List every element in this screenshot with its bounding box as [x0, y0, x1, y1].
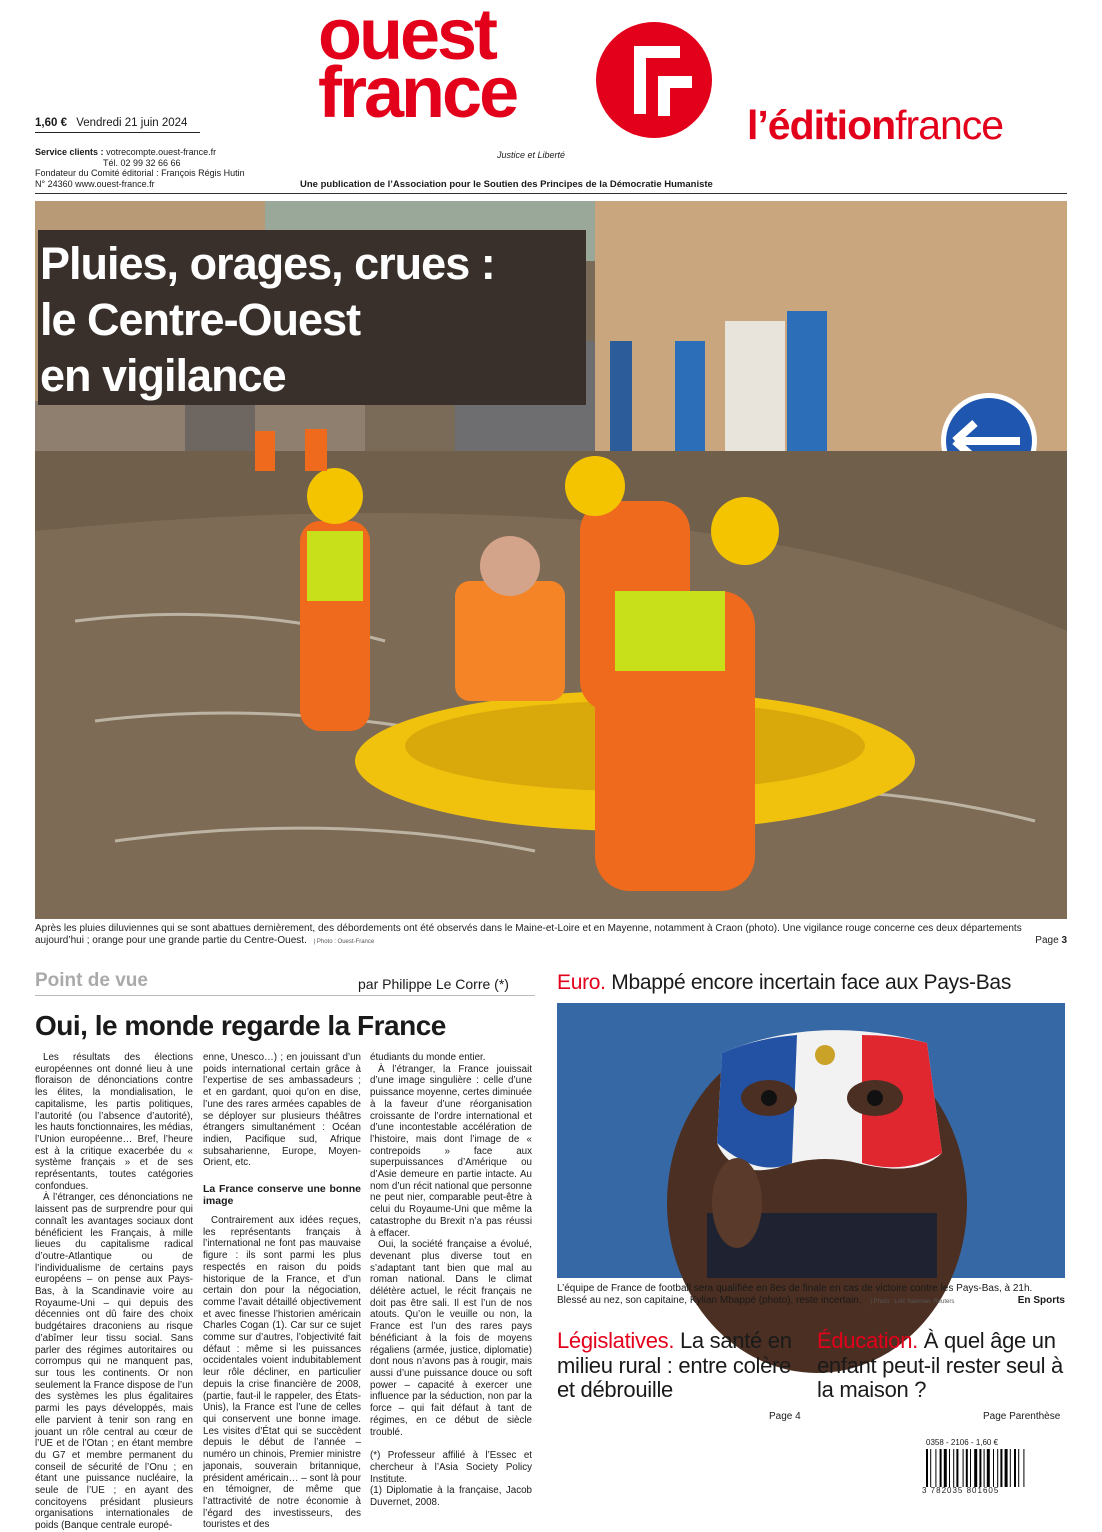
lead-caption	[35, 923, 1067, 948]
motto: Justice et Liberté	[497, 150, 566, 160]
opinion-paragraph: étudiants du monde entier.	[370, 1052, 486, 1063]
barcode-icon	[926, 1449, 1063, 1487]
masthead-info	[35, 117, 275, 189]
edition-bold: l’édition	[747, 102, 896, 148]
teaser-kicker: Éducation.	[817, 1328, 918, 1353]
logo-wordmark	[318, 0, 517, 133]
opinion-column-3	[370, 1052, 532, 1509]
mbappe-mask-illustration	[557, 1003, 1065, 1278]
issue-date: Vendredi 21 juin 2024	[76, 117, 188, 129]
opinion-label: Point de vue	[35, 970, 148, 991]
headline-line-2: le Centre-Ouest	[40, 294, 361, 345]
teaser-page-ref[interactable]: Page 4	[769, 1411, 801, 1422]
teaser-legislatives[interactable]	[557, 1329, 797, 1403]
lead-caption-text: Après les pluies diluviennes qui se sont abattues dernièrement, des débordements ont été observés dans le Maine-et-Loire et en Mayenne, notamment à Craon (photo). Une vigilance rouge concerne ces deux départements aujourd’hui ; orange pour une grande partie du Centre-Ouest.	[35, 923, 1022, 946]
opinion-author: par Philippe Le Corre (*)	[358, 976, 509, 992]
opinion-column-1	[35, 1052, 193, 1532]
headline-line-1: Pluies, orages, crues :	[40, 238, 495, 289]
edition-light: france	[895, 102, 1004, 148]
publication-line: Une publication de l’Association pour le Soutien des Principes de la Démocratie Humaniste	[300, 179, 713, 190]
euro-section-ref[interactable]: En Sports	[1017, 1295, 1065, 1306]
service-url[interactable]: votrecompte.ouest-france.fr	[106, 147, 217, 157]
price-date-line	[35, 117, 200, 133]
opinion-paragraph: À l’étranger, ces dénonciations ne laissent pas de surprendre pour qui connaît les avantages sociaux dont bénéficient les Français, à mille lieues du capitalisme radical d’outre-Atlantique ou de l’individualisme de certains pays européens – on pense aux Pays-Bas, à la Scandinavie voire au Royaume-Uni – qui depuis des décennies ont dû faire des choix budgétaires draconiens au risque d’abîmer leur tissu social. Sans parler des régimes autoritaires ou corrompus qui ne manquent pas, sur tous les continents. Or non seulement la France dispose de l’un des systèmes les plus égalitaires parmi les pays développés, mais elle parvient à tenir son rang en jouant un rôle central au cœur de l’UE et de l’Otan ; en étant membre du G7 et membre permanent du conseil de sécurité de l’Onu ; en étant une puissance nucléaire, la seule de l’UE ; en ayant des concitoyens présidant plusieurs organisations internationales de poids (Banque centrale europé-	[35, 1192, 193, 1532]
ouest-france-logo	[318, 0, 713, 146]
euro-headline-text: Mbappé encore incertain face aux Pays-Bas	[611, 971, 1012, 994]
headline-line-3: en vigilance	[40, 350, 286, 401]
lead-headline[interactable]	[40, 236, 585, 404]
service-info	[35, 147, 275, 189]
lead-page-ref[interactable]	[1035, 935, 1067, 947]
teaser-text: La santé en milieu rural : entre colère et débrouille	[557, 1328, 792, 1402]
opinion-footnote-2: (1) Diplomatie à la française, Jacob Duvernet, 2008.	[370, 1485, 532, 1509]
edition-title	[747, 102, 1003, 149]
teaser-page-ref[interactable]: Page Parenthèse	[983, 1411, 1061, 1422]
opinion-column-2	[203, 1052, 361, 1531]
euro-caption	[557, 1283, 1065, 1308]
opinion-subhead: La France conserve une bonne image	[203, 1183, 361, 1208]
teaser-kicker: Législatives.	[557, 1328, 675, 1353]
opinion-footnote-1: (*) Professeur affilié à l’Essec et chercheur à l’Asia Society Policy Institute.	[370, 1450, 532, 1485]
header-divider	[35, 193, 1067, 194]
opinion-title[interactable]: Oui, le monde regarde la France	[35, 1010, 446, 1041]
euro-photo[interactable]	[557, 1003, 1065, 1278]
teaser-text: À quel âge un enfant peut-il rester seul à la maison ?	[817, 1328, 1063, 1402]
opinion-divider	[35, 995, 535, 996]
opinion-paragraph: Les résultats des élections européennes ont donné lieu à une floraison de dénonciations contre les élites, la mondialisation, le capitalisme, les partis politiques, l’autorité (ou l’absence d’autorité), les hauts fonctionnaires, les médias, l’Union européenne… Bref, l’heure est à la critique exacerbée du « système français » et de ses représentants, toutes catégories confondues.	[35, 1052, 193, 1192]
euro-caption-text: L’équipe de France de football sera qualifiée en 8es de finale en cas de victoire contre les Pays-Bas, à 21h. Blessé au nez, son capitaine, Kylian Mbappé (photo), reste incertain.	[557, 1283, 1033, 1306]
service-label: Service clients :	[35, 147, 104, 157]
lead-page-prefix: Page	[1035, 935, 1059, 946]
service-tel: Tél. 02 99 32 66 66	[103, 157, 181, 168]
founder-line: Fondateur du Comité éditorial : François Régis Hutin	[35, 168, 245, 178]
teaser-education[interactable]	[817, 1329, 1067, 1403]
opinion-paragraph: Contrairement aux idées reçues, les représentants français à l’international ne font pas mauvaise figure : ils sont parmi les plus respectés en raison du poids historique de la France, et d’un certain don pour la négociation, comme l’avait détaillé objectivement et avec finesse l’historien américain Charles Cogan (1). Car sur ce sujet comme sur d’autres, l’objectivité fait défaut : même si les puissances occidentales voient indubitablement leur rôle décliner, en particulier depuis la crise financière de 2008, (partie, faut-il le rappeler, des États-Unis), la France est l’une de celles qui conservent une bonne image. Les visites d’État qui se succèdent depuis le début de l’année – numéro un chinois, Premier ministre japonais, souverain britannique, président américain… – sont là pour en témoigner, de même que l’attractivité de notre économie à l’égard des investisseurs, des touristes et des	[203, 1215, 361, 1531]
lead-photo-credit: | Photo : Ouest-France	[313, 939, 375, 945]
opinion-paragraph: Oui, la société française a évolué, devenant plus diverse tout en s’adaptant tant bien que mal au roman national. Dans le climat délétère actuel, le récit français ne doit pas être sali. Il est l’un de nos atouts. Qu’on le veuille ou non, la France est l’un des rares pays bénéficiant à la fois de moyens régaliens (armée, justice, diplomatie) dont nous n’avons pas à rougir, mais aussi d’une puissance douce ou soft power – capacité à exercer une influence par la séduction, non par la force – qui fait défaut à tant de régimes, en ce début de siècle troublé.	[370, 1239, 532, 1438]
opinion-paragraph: enne, Unesco…) ; en jouissant d’un poids international certain grâce à l’expertise de ses ambassadeurs ; et en gardant, quoi qu’on en dise, l’une des rares armées capables de se déployer sur plusieurs théâtres étrangers simultanément : Océan indien, Pacifique sud, Afrique subsaharienne, Europe, Moyen-Orient, etc.	[203, 1052, 361, 1169]
euro-kicker: Euro.	[557, 971, 606, 994]
logo-line-2: france	[318, 53, 517, 133]
lead-page-number: 3	[1061, 935, 1067, 946]
logo-emblem-icon	[596, 22, 712, 138]
issue-number: N° 24360 www.ouest-france.fr	[35, 178, 155, 189]
opinion-paragraph: À l’étranger, la France jouissait d’une image singulière : celle d’une puissance moyenne, certes diminuée à la faveur d’une réorganisation croissante de l’ordre international et d’une incontestable accélération de l’histoire, mais dont l’image de « contrepoids » face aux superpuissances d’Amérique ou d’Asie demeure en partie intacte. Au nom d’un récit national que personne ne peut nier, comparable peut-être à celui du Royaume-Uni que même la catastrophe du Brexit n’a pas réussi à effacer.	[370, 1063, 532, 1239]
logo-line-1: ouest	[318, 0, 496, 75]
price: 1,60 €	[35, 117, 67, 129]
euro-photo-credit: | Photo : Loïc Naenner, Reuters	[870, 1299, 955, 1305]
euro-headline[interactable]	[557, 971, 1011, 995]
barcode-digits: 3 782035 801605	[922, 1486, 1000, 1495]
barcode-code: 0358 - 2106 - 1,60 €	[926, 1438, 999, 1447]
